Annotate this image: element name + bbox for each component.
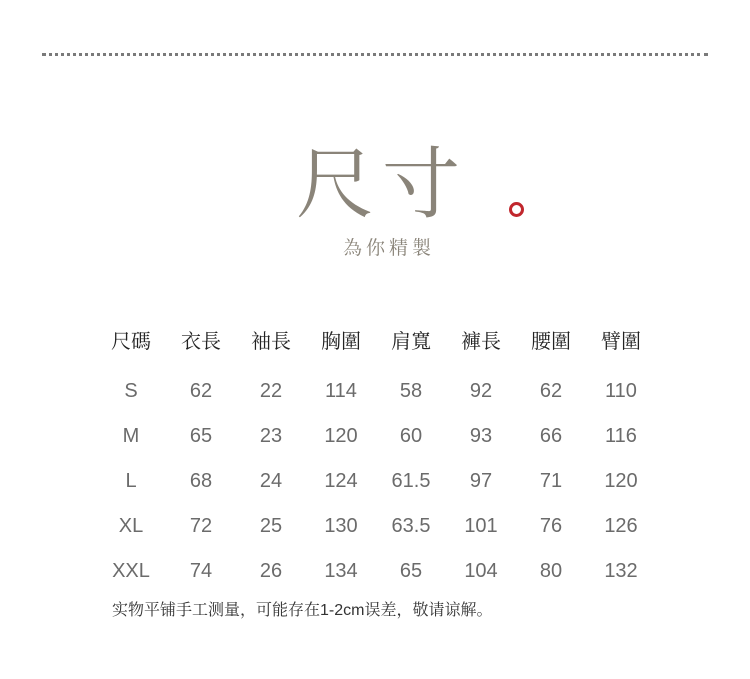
- table-cell: XXL: [112, 560, 150, 582]
- table-cell: 134: [324, 560, 358, 582]
- page-title: 尺寸: [296, 140, 469, 230]
- table-cell: 65: [189, 425, 213, 447]
- header-arm: 臂圍: [601, 330, 641, 353]
- table-cell: 124: [324, 470, 358, 492]
- table-cell: XL: [118, 515, 144, 537]
- table-cell: 61.5: [391, 470, 431, 492]
- red-circle-icon: [509, 202, 524, 217]
- table-cell: 60: [399, 425, 423, 447]
- table-cell: 72: [189, 515, 213, 537]
- table-row: [96, 369, 656, 414]
- table-row: [96, 414, 656, 459]
- table-header-row: [96, 317, 656, 361]
- table-cell: 63.5: [391, 515, 431, 537]
- header-shoulder: 肩寬: [391, 330, 431, 353]
- table-cell: 26: [259, 560, 283, 582]
- table-cell: 23: [259, 425, 283, 447]
- size-table: [96, 317, 656, 594]
- dotted-divider: [42, 53, 708, 56]
- table-cell: 120: [604, 470, 638, 492]
- table-cell: 110: [605, 380, 637, 402]
- table-cell: L: [125, 470, 137, 492]
- table-cell: 66: [539, 425, 563, 447]
- table-cell: 76: [539, 515, 563, 537]
- table-cell: 132: [604, 560, 638, 582]
- table-cell: 126: [604, 515, 638, 537]
- table-cell: 114: [325, 380, 357, 402]
- header-waist: 腰圍: [531, 330, 571, 353]
- table-cell: 92: [469, 380, 493, 402]
- table-cell: 93: [469, 425, 493, 447]
- table-cell: 25: [259, 515, 283, 537]
- table-cell: S: [124, 380, 138, 402]
- table-cell: 130: [324, 515, 358, 537]
- table-cell: 97: [469, 470, 493, 492]
- table-cell: 80: [539, 560, 563, 582]
- table-cell: 58: [399, 380, 423, 402]
- header-length: 衣長: [181, 330, 221, 353]
- header-size: 尺碼: [111, 330, 151, 353]
- table-cell: 104: [464, 560, 498, 582]
- table-cell: 62: [189, 380, 213, 402]
- table-cell: 71: [539, 470, 563, 492]
- table-row: [96, 459, 656, 504]
- header-sleeve: 袖長: [251, 330, 291, 353]
- table-cell: M: [122, 425, 140, 447]
- table-cell: 101: [464, 515, 498, 537]
- table-cell: 74: [189, 560, 213, 582]
- table-row: [96, 549, 656, 594]
- table-cell: 116: [605, 425, 637, 447]
- measurement-note: 实物平铺手工测量，可能存在1-2cm误差，敬请谅解。: [112, 602, 493, 619]
- table-cell: 68: [189, 470, 213, 492]
- table-cell: 24: [259, 470, 283, 492]
- header-chest: 胸圍: [321, 330, 361, 353]
- table-cell: 62: [539, 380, 563, 402]
- page-subtitle: 為你精製: [343, 237, 436, 259]
- table-cell: 120: [324, 425, 358, 447]
- table-cell: 65: [399, 560, 423, 582]
- header-pants-length: 褲長: [461, 330, 501, 353]
- table-row: [96, 504, 656, 549]
- table-spacer: [96, 361, 656, 369]
- table-cell: 22: [259, 380, 283, 402]
